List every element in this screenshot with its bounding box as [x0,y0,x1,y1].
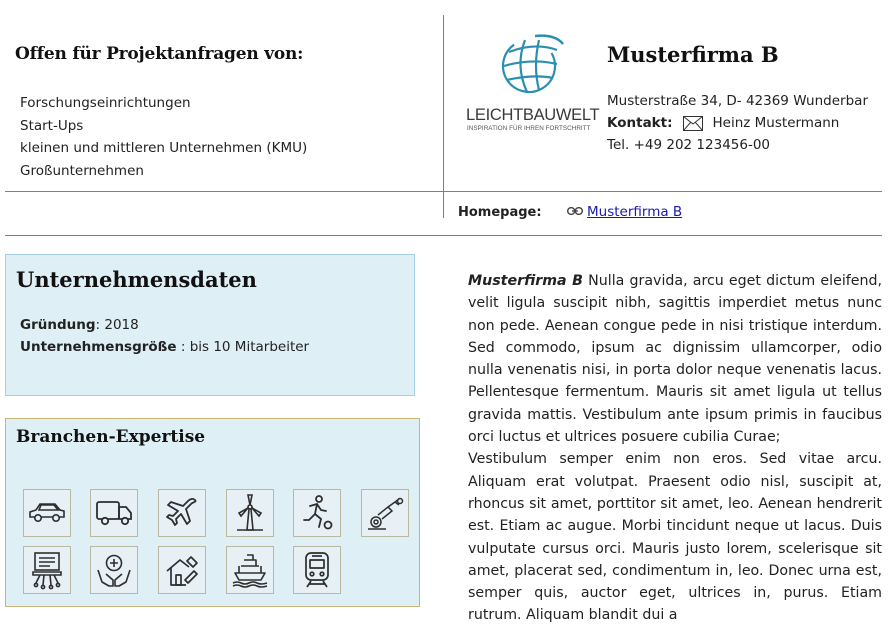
founded-value: : 2018 [95,317,139,333]
size-value: : bis 10 Mitarbeiter [176,339,310,355]
company-address: Musterstraße 34, D- 42369 Wunderbar [607,93,868,109]
list-item: Start-Ups [20,117,84,134]
header-divider [5,191,882,192]
company-data-title: Unternehmensdaten [16,267,257,292]
medical-icon [90,546,138,594]
train-icon [293,546,341,594]
description-lead: Musterfirma B [468,273,583,289]
expertise-box [5,418,420,607]
founded-label: Gründung [20,317,96,333]
company-data-box [5,254,415,396]
electronics-icon [23,546,71,594]
expertise-title: Branchen-Expertise [16,427,206,447]
mail-icon[interactable] [683,116,703,131]
logo-tagline: INSPIRATION FÜR IHREN FORTSCHRITT [467,125,591,132]
company-phone: Tel. +49 202 123456-00 [607,137,771,153]
wind-turbine-icon [226,489,274,537]
vertical-divider [443,15,444,218]
sports-icon [293,489,341,537]
description-paragraph-1-text: Nulla gravida, arcu eget dictum eleifend, velit ligula suscipit nibh, sagittis imperdiet metus nunc non pede. Aenean congue pede in nisi tristique interdum. Sed commodo, ipsum ac dignissim ullamcorper, odio nulla venenatis nisi, in porta dolor neque venenatis lacus. Pellentesque fermentum. Mauris sit amet ligula ut tellus gravida mattis. Vestibulum ante ipsum primis in faucibus orci luctus et ultrices posuere cubilia Curae; [468,273,882,446]
homepage-label: Homepage: [458,205,542,220]
founded-row [20,317,139,333]
offer-list [20,92,307,182]
car-icon [23,489,71,537]
size-label: Unternehmensgröße [20,339,177,355]
airplane-icon [158,489,206,537]
size-row [20,339,309,355]
homepage-link[interactable]: Musterfirma B [587,204,683,220]
offer-title: Offen für Projektanfragen von: [15,44,304,64]
globe-icon [495,30,567,100]
description-paragraph-1 [468,270,882,448]
contact-label: Kontakt: [607,115,673,131]
truck-icon [90,489,138,537]
logo-wordmark: LEICHTBAUWELT [466,106,600,124]
list-item: Forschungseinrichtungen [20,95,191,111]
construction-icon [158,546,206,594]
contact-person: Heinz Mustermann [712,115,840,131]
robot-arm-icon [361,489,409,537]
section-divider [5,235,882,236]
description-paragraph-2: Vestibulum semper enim non eros. Sed vitae arcu. Aliquam erat volutpat. Praesent odio nisl, suscipit at, rhoncus sit amet, porttitor sit amet, leo. Aenean hendrerit est. Etiam ac augue. Morbi tincidunt neque ut lacus. Duis vulputate cursus orci. Mauris justo lorem, scelerisque sit amet, placerat sed, condimentum in, leo. Donec urna est, semper quis, auctor eget, ultrices in, purus. Etiam rutrum. Aliquam blandit dui a [468,451,882,624]
list-item: Großunternehmen [20,162,144,179]
list-item: kleinen und mittleren Unternehmen (KMU) [20,140,308,156]
ship-icon [226,546,274,594]
company-name: Musterfirma B [607,42,779,67]
contact-row [607,115,839,131]
link-icon [567,207,583,215]
description-text [468,270,882,627]
